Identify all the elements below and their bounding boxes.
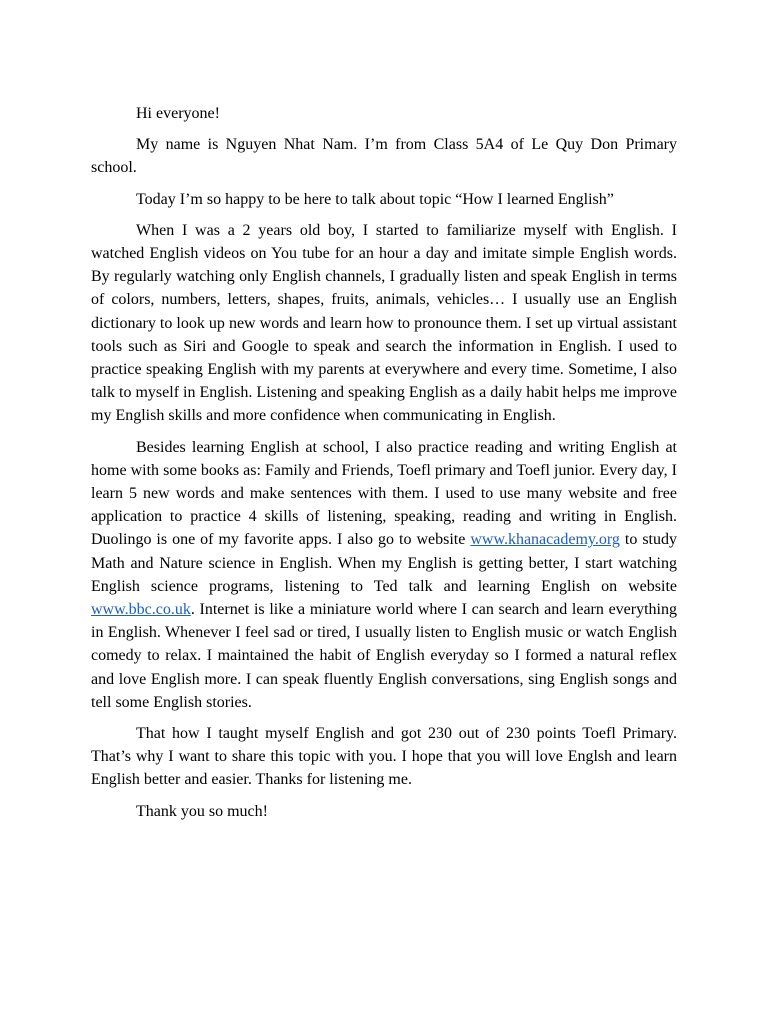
- document-body: [91, 102, 677, 831]
- khanacademy-link[interactable]: www.khanacademy.org: [470, 531, 620, 549]
- early-learning-paragraph: When I was a 2 years old boy, I started to familiarize myself with English. I watched English videos on You tube for an hour a day and imitate simple English words. By regularly watching only English channels, I gradually listen and speak English in terms of colors, numbers, letters, shapes, fruits, animals, vehicles… I usually use an English dictionary to look up new words and learn how to pronounce them. I set up virtual assistant tools such as Siri and Google to speak and search the information in English. I used to practice speaking English with my parents at everywhere and every time. Sometime, I also talk to myself in English. Listening and speaking English as a daily habit helps me improve my English skills and more confidence when communicating in English.: [91, 221, 677, 425]
- bbc-link[interactable]: www.bbc.co.uk: [91, 601, 191, 619]
- school-paragraph-text-2: to study Math and Nature science in English. When my English is getting better, I start watching English science programs, listening to Ted talk and learning English on website: [91, 531, 677, 595]
- closing-paragraph: Thank you so much!: [136, 802, 268, 820]
- intro-paragraph: My name is Nguyen Nhat Nam. I’m from Class 5A4 of Le Quy Don Primary school.: [91, 136, 677, 177]
- school-learning-paragraph: [91, 436, 677, 714]
- topic-paragraph: Today I’m so happy to be here to talk about topic “How I learned English”: [136, 190, 614, 208]
- school-paragraph-text-1: Besides learning English at school, I also practice reading and writing English at home with some books as: Family and Friends, Toefl primary and Toefl junior. Every day, I learn 5 new words and make sentences with them. I used to use many website and free application to practice 4 skills of listening, speaking, reading and writing in English. Duolingo is one of my favorite apps. I also go to website: [91, 438, 677, 549]
- greeting-paragraph: Hi everyone!: [136, 105, 220, 122]
- conclusion-paragraph: That how I taught myself English and got 230 out of 230 points Toefl Primary. That’s why I want to share this topic with you. I hope that you will love Englsh and learn English better and easier. Thanks for listening me.: [91, 725, 677, 789]
- school-paragraph-text-3: . Internet is like a miniature world where I can search and learn everything in English. Whenever I feel sad or tired, I usually listen to English music or watch English comedy to relax. I maintained the habit of English everyday so I formed a natural reflex and love English more. I can speak fluently English conversations, sing English songs and tell some English stories.: [91, 601, 677, 711]
